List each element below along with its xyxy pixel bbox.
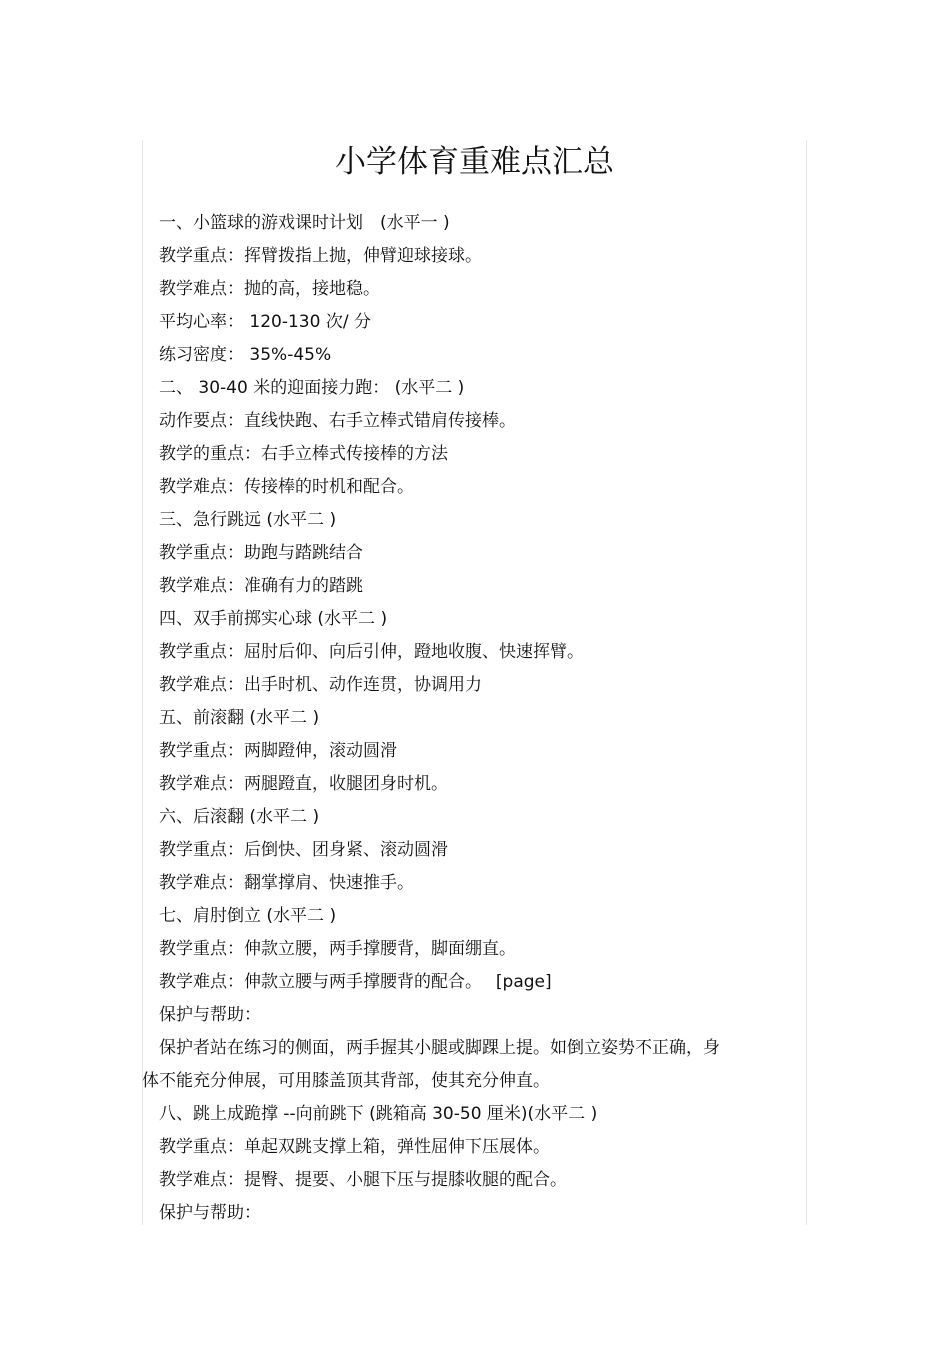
document-line: 保护与帮助： [159,1005,261,1025]
document-line: 三、急行跳远 (水平二 ) [159,510,337,530]
document-body [142,207,802,1230]
document-line: 平均心率： 120-130 次/ 分 [159,312,371,332]
document-line: 教学重点：伸款立腰，两手撑腰背，脚面绷直。 [159,939,516,959]
document-line: 教学的重点：右手立棒式传接棒的方法 [159,444,448,464]
document-line: 练习密度： 35%-45% [159,345,332,365]
document-line: 教学难点：抛的高，接地稳。 [159,279,380,299]
document-line: 教学重点：屈肘后仰、向后引伸，蹬地收腹、快速挥臂。 [159,642,584,662]
document-line: 一、小篮球的游戏课时计划 (水平一 ) [159,213,450,233]
document-line: 动作要点：直线快跑、右手立棒式错肩传接棒。 [159,411,516,431]
document-line: 教学重点：挥臂拨指上抛，伸臂迎球接球。 [159,246,482,266]
document-line: 八、跳上成跪撑 --向前跳下 (跳箱高 30-50 厘米)(水平二 ) [159,1104,598,1124]
page-right-border [806,140,807,1225]
document-line: 教学难点：伸款立腰与两手撑腰背的配合。 [page] [159,972,552,992]
document-line: 教学重点：单起双跳支撑上箱，弹性屈伸下压展体。 [159,1137,550,1157]
document-title: 小学体育重难点汇总 [335,144,614,180]
document-line: 五、前滚翻 (水平二 ) [159,708,320,728]
document-line: 教学重点：助跑与踏跳结合 [159,543,363,563]
document-line: 教学难点：提臀、提要、小腿下压与提膝收腿的配合。 [159,1170,567,1190]
document-line: 教学难点：出手时机、动作连贯，协调用力 [159,675,482,695]
document-line: 六、后滚翻 (水平二 ) [159,807,320,827]
document-line: 二、 30-40 米的迎面接力跑： (水平二 ) [159,378,465,398]
document-line: 教学难点：准确有力的踏跳 [159,576,363,596]
document-line: 保护与帮助： [159,1203,261,1223]
document-line: 教学难点：翻掌撑肩、快速推手。 [159,873,414,893]
document-line: 四、双手前掷实心球 (水平二 ) [159,609,388,629]
document-line: 保护者站在练习的侧面，两手握其小腿或脚踝上提。如倒立姿势不正确，身 [159,1038,720,1058]
document-line: 教学重点：后倒快、团身紧、滚动圆滑 [159,840,448,860]
document-line: 教学重点：两脚蹬伸，滚动圆滑 [159,741,397,761]
document-line: 教学难点：两腿蹬直，收腿团身时机。 [159,774,448,794]
document-line: 七、肩肘倒立 (水平二 ) [159,906,337,926]
document-line: 教学难点：传接棒的时机和配合。 [159,477,414,497]
document-line: 体不能充分伸展，可用膝盖顶其背部，使其充分伸直。 [142,1071,550,1091]
